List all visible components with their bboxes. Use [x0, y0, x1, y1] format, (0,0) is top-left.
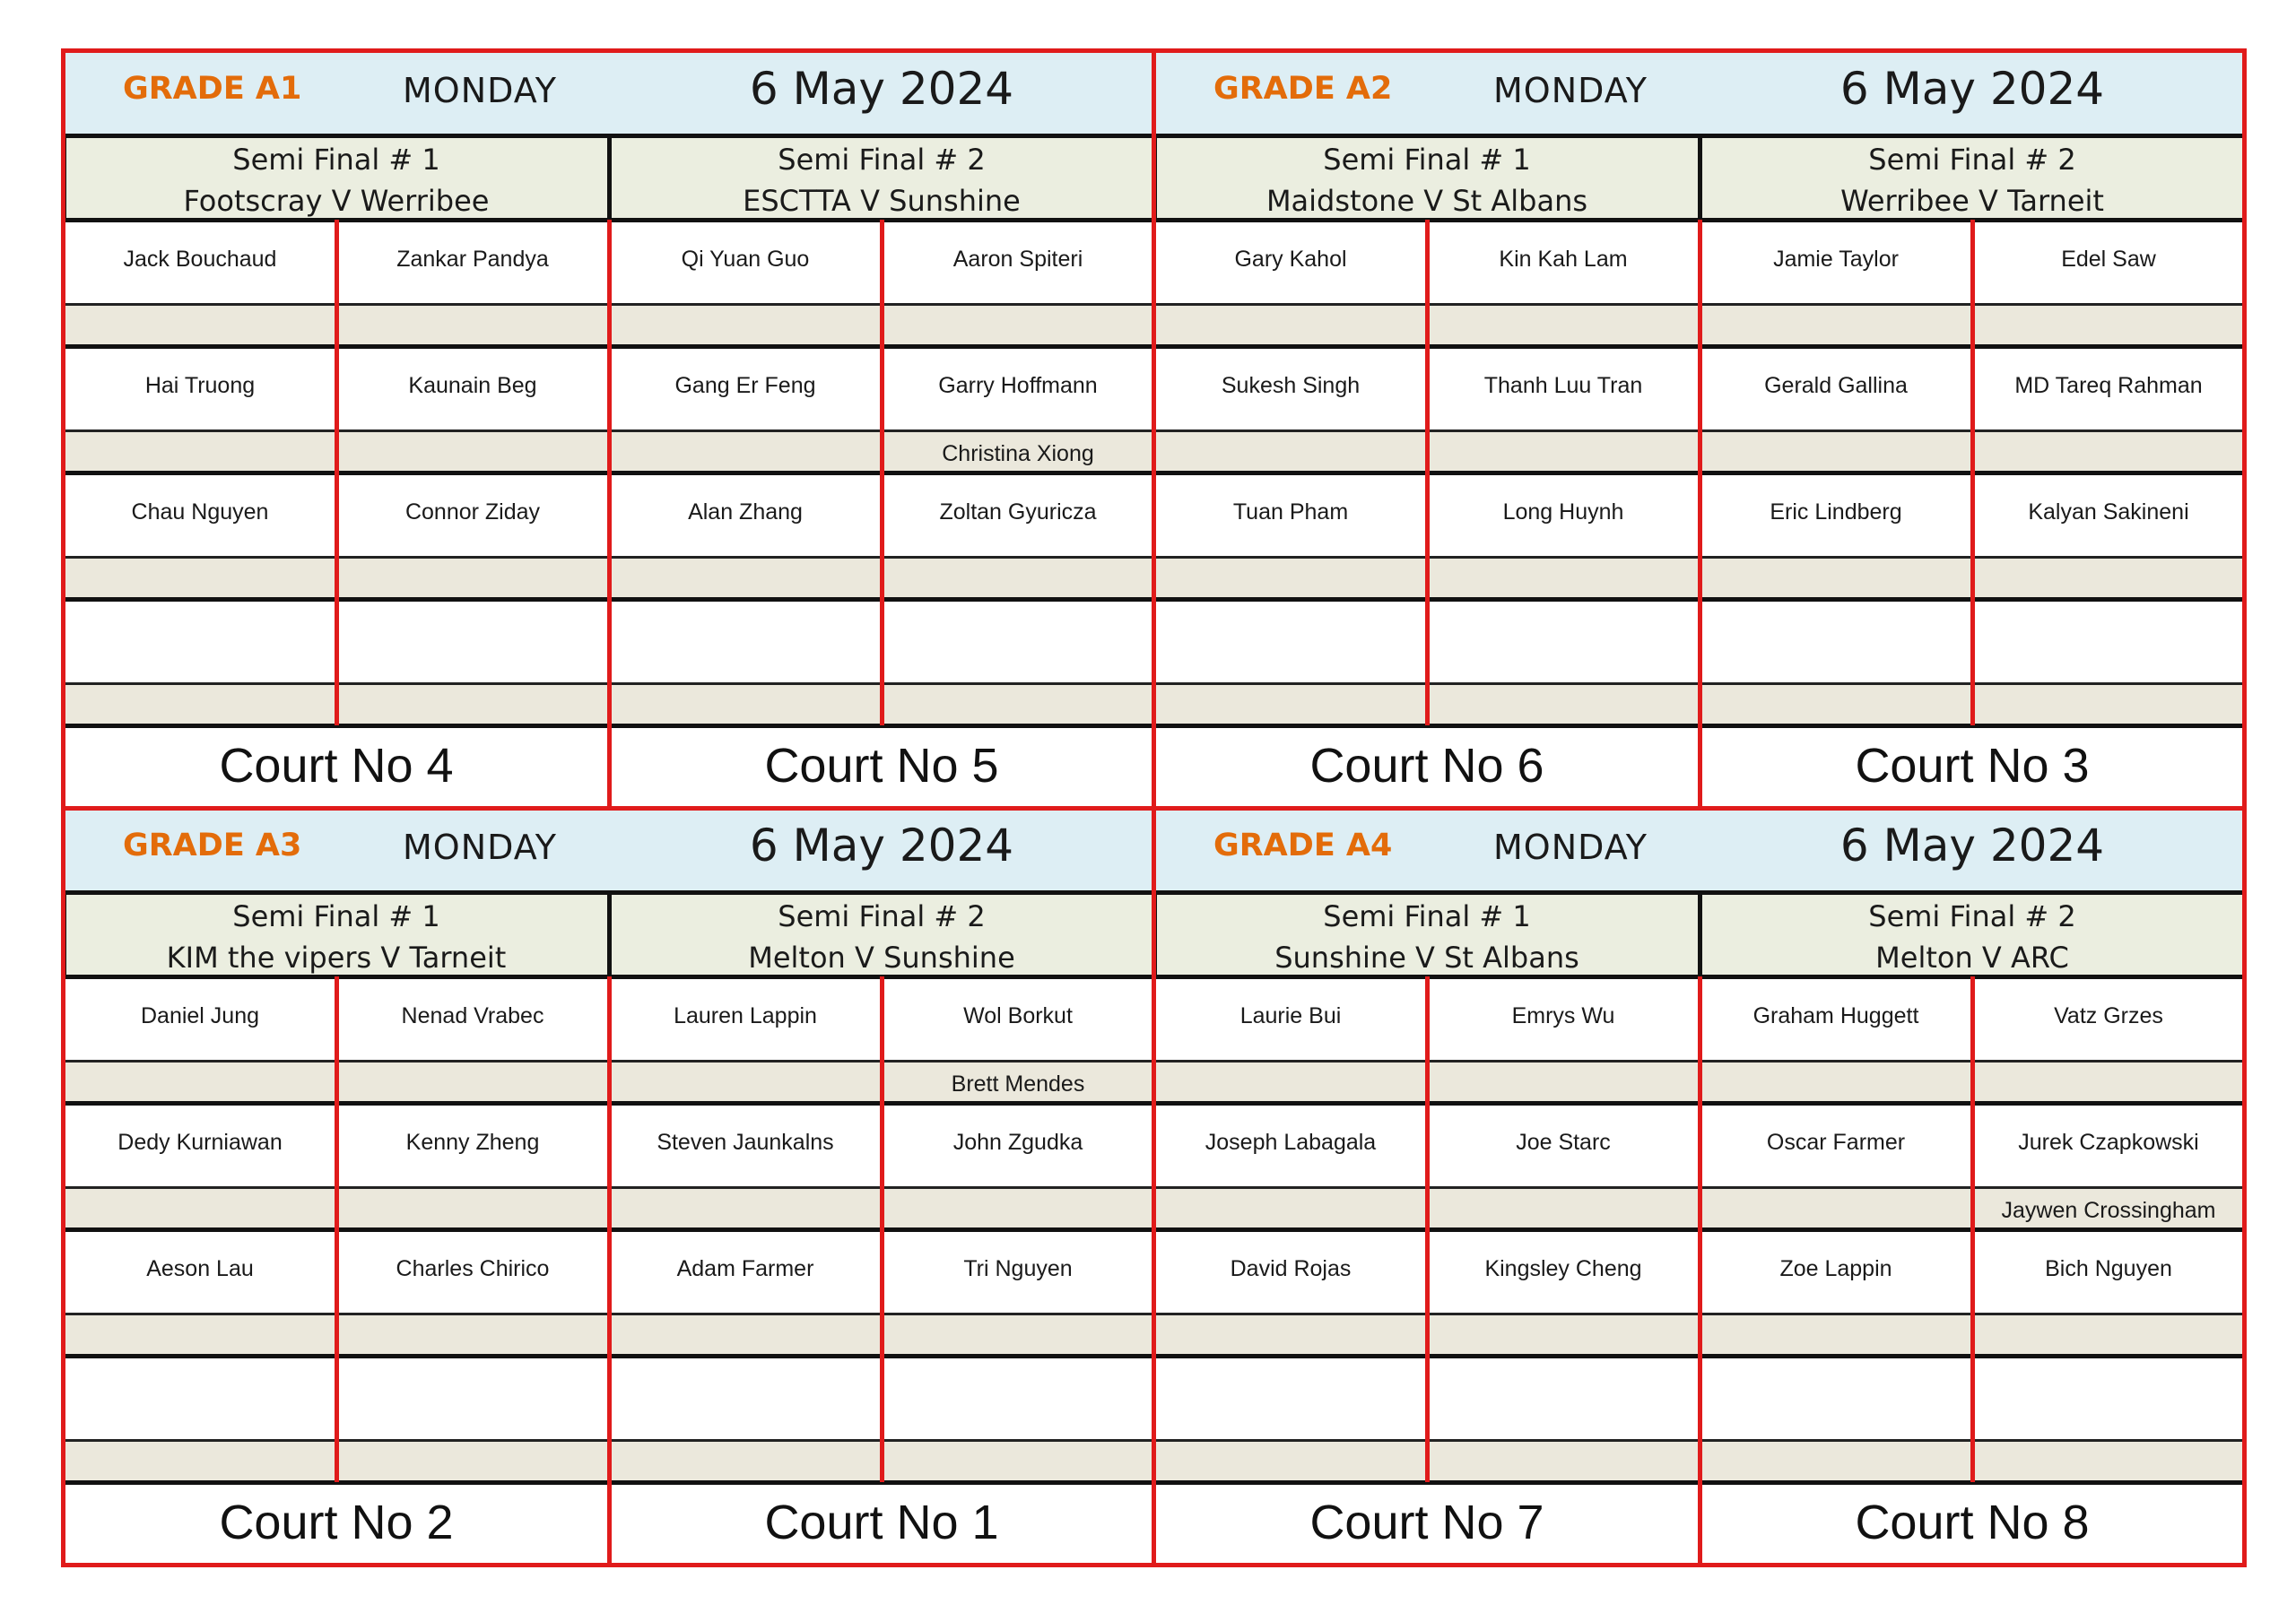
player-name: Eric Lindberg	[1770, 499, 1902, 525]
player-cell	[609, 599, 882, 683]
court-number-label: Court No 7	[1309, 1496, 1544, 1549]
player-name: Zoe Lappin	[1779, 1256, 1892, 1281]
substitute-cell	[64, 1061, 336, 1103]
player-name: Alan Zhang	[688, 499, 803, 525]
player-name: Joseph Labagala	[1205, 1130, 1377, 1155]
player-cell	[336, 976, 609, 1061]
player-cell	[1154, 346, 1427, 430]
player-cell	[882, 976, 1154, 1061]
player-cell	[1427, 220, 1700, 304]
grade-day: MONDAY	[403, 828, 557, 867]
court-number-label: Court No 8	[1855, 1496, 2090, 1549]
player-name: Zoltan Gyuricza	[939, 499, 1097, 525]
substitute-cell	[1154, 1061, 1427, 1103]
player-name: Aeson Lau	[146, 1256, 254, 1281]
court-number	[609, 725, 1154, 808]
player-cell	[882, 346, 1154, 430]
player-cell	[1427, 1103, 1700, 1187]
substitute-cell	[336, 1187, 609, 1229]
substitute-cell	[1700, 683, 1972, 725]
substitute-name: Jaywen Crossingham	[2001, 1198, 2216, 1223]
court-number-label: Court No 1	[764, 1496, 999, 1549]
substitute-cell	[64, 1187, 336, 1229]
substitute-cell	[1972, 557, 2245, 599]
semi-final-header	[1154, 892, 1700, 976]
grid-line	[880, 976, 884, 1482]
substitute-cell	[1427, 304, 1700, 346]
grid-line	[1698, 892, 1702, 976]
player-name: John Zgudka	[952, 1130, 1083, 1155]
grade-date: 6 May 2024	[1839, 820, 2105, 872]
grid-line	[1698, 135, 1702, 220]
grid-line	[1425, 220, 1430, 725]
frame-line	[61, 48, 2247, 53]
grid-line	[1698, 976, 1702, 1565]
grade-day: MONDAY	[1493, 71, 1648, 110]
substitute-cell	[882, 1187, 1154, 1229]
grade-day: MONDAY	[403, 71, 557, 110]
semi-final-match: Melton V Sunshine	[748, 941, 1015, 975]
court-number-label: Court No 2	[219, 1496, 454, 1549]
substitute-name: Brett Mendes	[951, 1071, 1085, 1097]
substitute-cell	[609, 1061, 882, 1103]
player-cell	[1700, 1356, 1972, 1440]
grade-header	[1154, 51, 2245, 135]
grade-date: 6 May 2024	[749, 820, 1014, 872]
grid-line	[335, 220, 339, 725]
substitute-cell	[336, 557, 609, 599]
player-name: Jamie Taylor	[1773, 247, 1899, 272]
player-cell	[1700, 346, 1972, 430]
player-cell	[609, 976, 882, 1061]
player-cell	[609, 473, 882, 557]
player-cell	[1154, 976, 1427, 1061]
court-number	[1154, 725, 1700, 808]
player-name: Edel Saw	[2061, 247, 2156, 272]
grade-name: GRADE A2	[1213, 71, 1393, 107]
frame-line	[1152, 51, 1156, 808]
substitute-cell	[336, 1440, 609, 1482]
player-name: Kaunain Beg	[408, 373, 537, 398]
grid-line	[1970, 976, 1975, 1482]
grid-line	[607, 892, 612, 976]
substitute-cell	[609, 304, 882, 346]
player-name: Wol Borkut	[963, 1003, 1073, 1028]
substitute-cell	[1972, 1061, 2245, 1103]
grade-date: 6 May 2024	[749, 63, 1014, 115]
substitute-cell	[1154, 430, 1427, 473]
substitute-cell	[1972, 304, 2245, 346]
substitute-cell	[609, 683, 882, 725]
player-cell	[882, 1356, 1154, 1440]
semi-final-header	[64, 892, 609, 976]
player-name: Zankar Pandya	[396, 247, 549, 272]
semi-final-title: Semi Final # 2	[778, 899, 986, 933]
substitute-cell	[1154, 683, 1427, 725]
substitute-cell	[1972, 1440, 2245, 1482]
court-number-label: Court No 6	[1309, 739, 1544, 793]
player-cell	[1427, 599, 1700, 683]
frame-line	[61, 808, 65, 1565]
grade-name: GRADE A4	[1213, 828, 1393, 863]
player-cell	[609, 346, 882, 430]
substitute-cell	[1700, 1187, 1972, 1229]
substitute-cell	[609, 1440, 882, 1482]
substitute-cell	[1700, 1061, 1972, 1103]
semi-final-title: Semi Final # 1	[1323, 143, 1531, 177]
player-name: Connor Ziday	[404, 499, 541, 525]
substitute-cell	[1154, 1314, 1427, 1356]
player-cell	[1972, 1229, 2245, 1314]
player-cell	[64, 473, 336, 557]
substitute-cell	[1700, 430, 1972, 473]
frame-line	[61, 1563, 2247, 1567]
player-name: Aaron Spiteri	[952, 247, 1083, 272]
substitute-cell	[336, 430, 609, 473]
substitute-cell	[1427, 1187, 1700, 1229]
player-cell	[64, 976, 336, 1061]
grade-panel	[1154, 808, 2245, 1565]
player-cell	[1700, 473, 1972, 557]
player-name: Lauren Lappin	[674, 1003, 817, 1028]
player-name: Hai Truong	[144, 373, 256, 398]
player-cell	[1972, 976, 2245, 1061]
substitute-cell	[882, 430, 1154, 473]
player-name: Steven Jaunkalns	[657, 1130, 834, 1155]
player-name: Thanh Luu Tran	[1483, 373, 1643, 398]
substitute-cell	[1427, 1314, 1700, 1356]
player-cell	[64, 346, 336, 430]
court-number-label: Court No 3	[1855, 739, 2090, 793]
substitute-cell	[1427, 683, 1700, 725]
substitute-name: Christina Xiong	[942, 441, 1094, 466]
semi-final-title: Semi Final # 2	[1868, 143, 2076, 177]
player-name: Daniel Jung	[140, 1003, 260, 1028]
player-cell	[64, 599, 336, 683]
player-name: Sukesh Singh	[1221, 373, 1361, 398]
substitute-cell	[64, 1314, 336, 1356]
player-name: Jurek Czapkowski	[2018, 1130, 2199, 1155]
player-cell	[1972, 473, 2245, 557]
semi-final-match: Footscray V Werribee	[183, 184, 490, 218]
substitute-cell	[64, 557, 336, 599]
semi-final-header	[1154, 135, 1700, 220]
semi-final-match: KIM the vipers V Tarneit	[166, 941, 507, 975]
grid-line	[880, 220, 884, 725]
substitute-cell	[64, 430, 336, 473]
substitute-cell	[64, 1440, 336, 1482]
court-number	[64, 725, 609, 808]
player-cell	[64, 1229, 336, 1314]
semi-final-title: Semi Final # 2	[1868, 899, 2076, 933]
grade-panel	[64, 51, 1154, 808]
player-name: Long Huynh	[1502, 499, 1624, 525]
court-number	[609, 1482, 1154, 1565]
substitute-cell	[336, 1314, 609, 1356]
player-name: Charles Chirico	[396, 1256, 550, 1281]
player-name: Emrys Wu	[1511, 1003, 1615, 1028]
court-number-label: Court No 5	[764, 739, 999, 793]
semi-final-header	[1700, 892, 2245, 976]
substitute-cell	[882, 304, 1154, 346]
player-name: Kingsley Cheng	[1484, 1256, 1642, 1281]
court-number-label: Court No 4	[219, 739, 454, 793]
grid-line	[607, 135, 612, 220]
player-cell	[1972, 599, 2245, 683]
player-cell	[1972, 220, 2245, 304]
frame-line	[61, 806, 2247, 811]
player-cell	[882, 599, 1154, 683]
player-name: Kin Kah Lam	[1499, 247, 1628, 272]
grade-header	[64, 51, 1154, 135]
player-name: Tuan Pham	[1232, 499, 1349, 525]
player-name: Vatz Grzes	[2054, 1003, 2163, 1028]
grid-line	[607, 976, 612, 1565]
substitute-cell	[1700, 557, 1972, 599]
player-cell	[609, 1356, 882, 1440]
grade-header	[1154, 808, 2245, 892]
semi-final-title: Semi Final # 1	[232, 899, 440, 933]
substitute-cell	[609, 557, 882, 599]
player-cell	[609, 220, 882, 304]
grade-block-row	[64, 808, 2245, 1565]
substitute-cell	[1427, 1061, 1700, 1103]
player-cell	[1154, 220, 1427, 304]
player-cell	[336, 1103, 609, 1187]
player-name: Adam Farmer	[676, 1256, 814, 1281]
substitute-cell	[1154, 557, 1427, 599]
fixture-sheet	[64, 51, 2245, 1565]
grid-line	[607, 220, 612, 808]
grade-panel	[1154, 51, 2245, 808]
substitute-cell	[1972, 1314, 2245, 1356]
substitute-cell	[1972, 430, 2245, 473]
player-cell	[1154, 1103, 1427, 1187]
substitute-cell	[1427, 557, 1700, 599]
player-cell	[882, 473, 1154, 557]
player-name: David Rojas	[1230, 1256, 1352, 1281]
player-cell	[609, 1103, 882, 1187]
player-cell	[336, 599, 609, 683]
grade-name: GRADE A3	[123, 828, 302, 863]
grade-date: 6 May 2024	[1839, 63, 2105, 115]
court-number	[1700, 1482, 2245, 1565]
substitute-cell	[1972, 683, 2245, 725]
substitute-cell	[609, 430, 882, 473]
player-cell	[1154, 1229, 1427, 1314]
substitute-cell	[1700, 1440, 1972, 1482]
semi-final-header	[1700, 135, 2245, 220]
substitute-cell	[1154, 1187, 1427, 1229]
player-name: Oscar Farmer	[1766, 1130, 1906, 1155]
player-name: Dedy Kurniawan	[117, 1130, 283, 1155]
player-cell	[64, 220, 336, 304]
player-cell	[336, 1229, 609, 1314]
semi-final-header	[609, 892, 1154, 976]
grid-line	[1425, 976, 1430, 1482]
player-cell	[1154, 473, 1427, 557]
player-name: Kenny Zheng	[405, 1130, 540, 1155]
player-name: Tri Nguyen	[963, 1256, 1073, 1281]
frame-line	[2242, 51, 2247, 808]
player-name: Kalyan Sakineni	[2028, 499, 2189, 525]
grade-block-row	[64, 51, 2245, 808]
substitute-cell	[882, 557, 1154, 599]
substitute-cell	[1700, 304, 1972, 346]
player-name: Jack Bouchaud	[123, 247, 277, 272]
player-cell	[64, 1103, 336, 1187]
player-cell	[1427, 1229, 1700, 1314]
player-cell	[882, 220, 1154, 304]
semi-final-match: ESCTTA V Sunshine	[743, 184, 1021, 218]
court-number	[64, 1482, 609, 1565]
player-name: Garry Hoffmann	[938, 373, 1098, 398]
substitute-cell	[882, 1314, 1154, 1356]
player-cell	[336, 1356, 609, 1440]
grade-day: MONDAY	[1493, 828, 1648, 867]
player-cell	[336, 346, 609, 430]
player-name: Gary Kahol	[1234, 247, 1347, 272]
semi-final-title: Semi Final # 1	[1323, 899, 1531, 933]
player-cell	[336, 473, 609, 557]
player-cell	[1154, 599, 1427, 683]
court-number	[1154, 1482, 1700, 1565]
substitute-cell	[1154, 304, 1427, 346]
substitute-cell	[1154, 1440, 1427, 1482]
player-name: MD Tareq Rahman	[2014, 373, 2203, 398]
player-name: Gang Er Feng	[674, 373, 816, 398]
substitute-cell	[609, 1314, 882, 1356]
player-cell	[1972, 1356, 2245, 1440]
substitute-cell	[882, 683, 1154, 725]
player-cell	[882, 1103, 1154, 1187]
player-name: Qi Yuan Guo	[681, 247, 810, 272]
player-cell	[1700, 1229, 1972, 1314]
grade-header	[64, 808, 1154, 892]
player-cell	[609, 1229, 882, 1314]
court-number	[1700, 725, 2245, 808]
semi-final-match: Werribee V Tarneit	[1840, 184, 2104, 218]
player-cell	[1972, 346, 2245, 430]
substitute-cell	[336, 683, 609, 725]
grid-line	[335, 976, 339, 1482]
semi-final-title: Semi Final # 2	[778, 143, 986, 177]
substitute-cell	[336, 304, 609, 346]
frame-line	[1152, 808, 1156, 1565]
substitute-cell	[882, 1440, 1154, 1482]
player-cell	[1972, 1103, 2245, 1187]
substitute-cell	[609, 1187, 882, 1229]
semi-final-title: Semi Final # 1	[232, 143, 440, 177]
player-cell	[882, 1229, 1154, 1314]
player-name: Bich Nguyen	[2045, 1256, 2172, 1281]
frame-line	[61, 51, 65, 808]
player-name: Joe Starc	[1516, 1130, 1611, 1155]
player-name: Gerald Gallina	[1764, 373, 1908, 398]
player-cell	[1700, 1103, 1972, 1187]
substitute-cell	[882, 1061, 1154, 1103]
grade-name: GRADE A1	[123, 71, 302, 107]
player-cell	[1427, 976, 1700, 1061]
substitute-cell	[336, 1061, 609, 1103]
substitute-cell	[1427, 1440, 1700, 1482]
player-cell	[1427, 473, 1700, 557]
semi-final-match: Maidstone V St Albans	[1265, 184, 1588, 218]
substitute-cell	[1427, 430, 1700, 473]
player-cell	[1427, 1356, 1700, 1440]
grade-panel	[64, 808, 1154, 1565]
player-name: Chau Nguyen	[131, 499, 269, 525]
player-cell	[1154, 1356, 1427, 1440]
player-cell	[64, 1356, 336, 1440]
substitute-cell	[1972, 1187, 2245, 1229]
substitute-cell	[64, 683, 336, 725]
grid-line	[1698, 220, 1702, 808]
semi-final-header	[64, 135, 609, 220]
semi-final-header	[609, 135, 1154, 220]
player-cell	[1700, 599, 1972, 683]
player-cell	[336, 220, 609, 304]
frame-line	[2242, 808, 2247, 1565]
player-cell	[1700, 220, 1972, 304]
player-name: Nenad Vrabec	[401, 1003, 544, 1028]
substitute-cell	[64, 304, 336, 346]
semi-final-match: Sunshine V St Albans	[1274, 941, 1579, 975]
player-cell	[1700, 976, 1972, 1061]
grid-line	[1970, 220, 1975, 725]
player-name: Laurie Bui	[1239, 1003, 1342, 1028]
semi-final-match: Melton V ARC	[1875, 941, 2069, 975]
substitute-cell	[1700, 1314, 1972, 1356]
player-name: Graham Huggett	[1752, 1003, 1919, 1028]
player-cell	[1427, 346, 1700, 430]
